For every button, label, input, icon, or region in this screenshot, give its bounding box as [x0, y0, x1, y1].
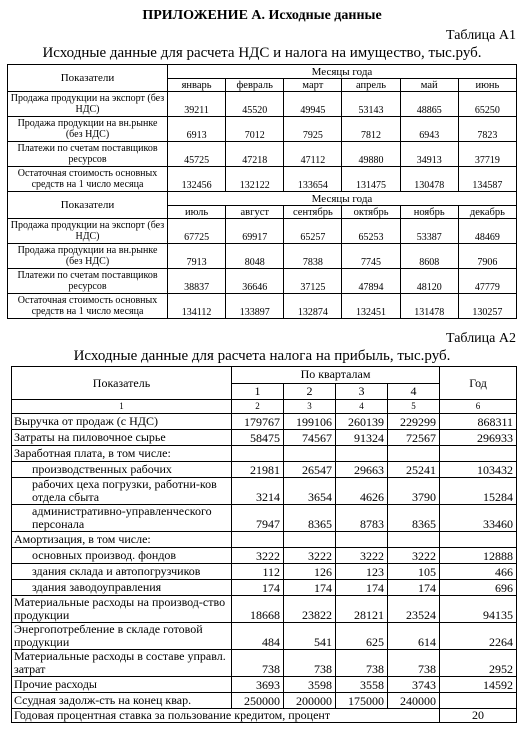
value-cell: 28121 [336, 596, 388, 623]
row-label: здания склада и автопогрузчиков [12, 564, 232, 580]
header-months: Месяцы года [168, 192, 517, 206]
value-cell [232, 446, 284, 462]
table-row [12, 564, 517, 580]
header-indicator: Показатель [12, 367, 232, 400]
table-a1 [7, 64, 517, 319]
value-cell: 112 [232, 564, 284, 580]
row-label: Продажа продукции на вн.рынке (без НДС) [8, 244, 168, 269]
month-cell: июнь [458, 79, 516, 92]
table-row [12, 505, 517, 532]
table-row [8, 269, 517, 294]
value-cell: 3214 [232, 478, 284, 505]
value-cell: 738 [336, 650, 388, 677]
value-cell: 229299 [388, 414, 440, 430]
table-row [12, 430, 517, 446]
value-cell: 15284 [440, 478, 517, 505]
quarter-cell: 1 [232, 383, 284, 400]
value-cell: 250000 [232, 693, 284, 709]
value-cell: 37125 [284, 269, 342, 294]
column-index: 6 [440, 400, 517, 414]
table-row [12, 478, 517, 505]
table-row [12, 596, 517, 623]
value-cell: 3222 [336, 548, 388, 564]
value-cell: 91324 [336, 430, 388, 446]
interest-rate-label: Годовая процентная ставка за пользование кредитом, процент [12, 709, 440, 723]
table-a1-title: Исходные данные для расчета НДС и налога на имущество, тыс.руб. [42, 45, 482, 61]
value-cell: 12888 [440, 548, 517, 564]
table-row [12, 548, 517, 564]
month-cell: январь [168, 79, 226, 92]
value-cell: 23524 [388, 596, 440, 623]
table-row [12, 580, 517, 596]
value-cell: 466 [440, 564, 517, 580]
value-cell: 130257 [458, 294, 516, 319]
value-cell: 174 [284, 580, 336, 596]
value-cell: 2952 [440, 650, 517, 677]
row-label: Амортизация, в том числе: [12, 532, 232, 548]
value-cell: 8608 [400, 244, 458, 269]
row-label: Продажа продукции на экспорт (без НДС) [8, 92, 168, 117]
row-label: Энергопотребление в складе готовой продукции [12, 623, 232, 650]
row-label: рабочих цеха погрузки, работни-ков отдела сбыта [12, 478, 232, 505]
column-index: 3 [284, 400, 336, 414]
value-cell: 65257 [284, 219, 342, 244]
value-cell: 126 [284, 564, 336, 580]
value-cell: 7925 [284, 117, 342, 142]
value-cell: 26547 [284, 462, 336, 478]
value-cell: 29663 [336, 462, 388, 478]
column-index: 2 [232, 400, 284, 414]
value-cell: 8048 [226, 244, 284, 269]
value-cell: 7745 [342, 244, 400, 269]
value-cell: 45520 [226, 92, 284, 117]
value-cell: 123 [336, 564, 388, 580]
value-cell: 37719 [458, 142, 516, 167]
table-row [8, 92, 517, 117]
value-cell: 130478 [400, 167, 458, 192]
table-row [12, 623, 517, 650]
quarter-cell: 2 [284, 383, 336, 400]
row-label: здания заводоуправления [12, 580, 232, 596]
value-cell: 48865 [400, 92, 458, 117]
value-cell: 105 [388, 564, 440, 580]
value-cell [232, 532, 284, 548]
month-cell: декабрь [458, 206, 516, 219]
value-cell: 47894 [342, 269, 400, 294]
table-row [8, 294, 517, 319]
value-cell: 179767 [232, 414, 284, 430]
value-cell: 34913 [400, 142, 458, 167]
interest-rate-value: 20 [440, 709, 517, 723]
value-cell: 868311 [440, 414, 517, 430]
value-cell: 7823 [458, 117, 516, 142]
value-cell: 36646 [226, 269, 284, 294]
month-cell: апрель [342, 79, 400, 92]
value-cell: 18668 [232, 596, 284, 623]
value-cell [284, 446, 336, 462]
row-label: административно-управленческого персонала [12, 505, 232, 532]
value-cell: 6943 [400, 117, 458, 142]
table-row [12, 677, 517, 693]
value-cell: 133654 [284, 167, 342, 192]
footer-row [12, 709, 517, 723]
value-cell: 23822 [284, 596, 336, 623]
quarter-cell: 3 [336, 383, 388, 400]
row-label: Остаточная стоимость основных средств на 1 число месяца [8, 294, 168, 319]
value-cell: 614 [388, 623, 440, 650]
table-row [8, 244, 517, 269]
table-a1-label: Таблица А1 [446, 28, 516, 43]
value-cell: 8365 [284, 505, 336, 532]
value-cell: 69917 [226, 219, 284, 244]
value-cell: 94135 [440, 596, 517, 623]
value-cell: 49880 [342, 142, 400, 167]
value-cell: 7838 [284, 244, 342, 269]
month-cell: ноябрь [400, 206, 458, 219]
value-cell: 21981 [232, 462, 284, 478]
value-cell: 134587 [458, 167, 516, 192]
value-cell: 65253 [342, 219, 400, 244]
value-cell: 25241 [388, 462, 440, 478]
value-cell: 3558 [336, 677, 388, 693]
month-cell: май [400, 79, 458, 92]
value-cell: 3222 [232, 548, 284, 564]
table-row [12, 650, 517, 677]
value-cell: 133897 [226, 294, 284, 319]
value-cell: 3598 [284, 677, 336, 693]
row-label: Остаточная стоимость основных средств на 1 число месяца [8, 167, 168, 192]
header-quarters: По кварталам [232, 367, 440, 384]
value-cell: 33460 [440, 505, 517, 532]
value-cell [336, 446, 388, 462]
value-cell: 53387 [400, 219, 458, 244]
value-cell [440, 446, 517, 462]
value-cell: 134112 [168, 294, 226, 319]
value-cell [388, 446, 440, 462]
appendix-heading: ПРИЛОЖЕНИЕ А. Исходные данные [142, 8, 382, 23]
value-cell: 74567 [284, 430, 336, 446]
value-cell: 39211 [168, 92, 226, 117]
table-a2 [11, 366, 517, 723]
table-row [12, 693, 517, 709]
value-cell: 3222 [388, 548, 440, 564]
value-cell: 3790 [388, 478, 440, 505]
value-cell: 53143 [342, 92, 400, 117]
value-cell: 7012 [226, 117, 284, 142]
value-cell: 7812 [342, 117, 400, 142]
value-cell: 199106 [284, 414, 336, 430]
value-cell: 131475 [342, 167, 400, 192]
value-cell: 8783 [336, 505, 388, 532]
table-row [12, 446, 517, 462]
row-label: основных производ. фондов [12, 548, 232, 564]
value-cell: 174 [336, 580, 388, 596]
header-indicators: Показатели [8, 192, 168, 219]
table-row [8, 167, 517, 192]
value-cell: 65250 [458, 92, 516, 117]
table-row [12, 414, 517, 430]
value-cell [284, 532, 336, 548]
month-cell: сентябрь [284, 206, 342, 219]
value-cell: 45725 [168, 142, 226, 167]
table-row [12, 532, 517, 548]
value-cell: 200000 [284, 693, 336, 709]
value-cell: 132874 [284, 294, 342, 319]
value-cell: 38837 [168, 269, 226, 294]
header-row [8, 192, 517, 206]
month-cell: февраль [226, 79, 284, 92]
value-cell: 625 [336, 623, 388, 650]
value-cell: 541 [284, 623, 336, 650]
value-cell: 175000 [336, 693, 388, 709]
header-months: Месяцы года [168, 65, 517, 79]
value-cell: 4626 [336, 478, 388, 505]
row-label: Продажа продукции на экспорт (без НДС) [8, 219, 168, 244]
row-label: Платежи по счетам поставщиков ресурсов [8, 269, 168, 294]
row-label: Продажа продукции на вн.рынке (без НДС) [8, 117, 168, 142]
value-cell: 738 [284, 650, 336, 677]
value-cell: 47112 [284, 142, 342, 167]
value-cell: 67725 [168, 219, 226, 244]
row-label: Заработная плата, в том числе: [12, 446, 232, 462]
value-cell: 260139 [336, 414, 388, 430]
value-cell: 7906 [458, 244, 516, 269]
table-row [12, 462, 517, 478]
row-label: Прочие расходы [12, 677, 232, 693]
row-label: Ссудная задолж-сть на конец квар. [12, 693, 232, 709]
header-indicators: Показатели [8, 65, 168, 92]
value-cell [440, 693, 517, 709]
row-label: Материальные расходы в составе управл. затрат [12, 650, 232, 677]
value-cell: 14592 [440, 677, 517, 693]
value-cell: 47779 [458, 269, 516, 294]
value-cell: 72567 [388, 430, 440, 446]
value-cell: 696 [440, 580, 517, 596]
value-cell: 3222 [284, 548, 336, 564]
value-cell: 738 [388, 650, 440, 677]
value-cell: 49945 [284, 92, 342, 117]
row-label: Затраты на пиловочное сырье [12, 430, 232, 446]
value-cell: 484 [232, 623, 284, 650]
column-index: 4 [336, 400, 388, 414]
value-cell: 58475 [232, 430, 284, 446]
value-cell: 7913 [168, 244, 226, 269]
value-cell: 8365 [388, 505, 440, 532]
header-year: Год [440, 367, 517, 400]
column-index: 5 [388, 400, 440, 414]
value-cell: 6913 [168, 117, 226, 142]
table-a2-title: Исходные данные для расчета налога на прибыль, тыс.руб. [73, 348, 451, 364]
value-cell: 3693 [232, 677, 284, 693]
value-cell: 240000 [388, 693, 440, 709]
value-cell [388, 532, 440, 548]
value-cell [336, 532, 388, 548]
table-row [8, 219, 517, 244]
value-cell: 48469 [458, 219, 516, 244]
value-cell: 174 [388, 580, 440, 596]
row-label: Выручка от продаж (с НДС) [12, 414, 232, 430]
month-cell: июль [168, 206, 226, 219]
value-cell: 132456 [168, 167, 226, 192]
value-cell: 132122 [226, 167, 284, 192]
value-cell: 47218 [226, 142, 284, 167]
value-cell [440, 532, 517, 548]
index-row [12, 400, 517, 414]
value-cell: 3654 [284, 478, 336, 505]
value-cell: 174 [232, 580, 284, 596]
value-cell: 132451 [342, 294, 400, 319]
quarter-cell: 4 [388, 383, 440, 400]
month-cell: август [226, 206, 284, 219]
value-cell: 296933 [440, 430, 517, 446]
column-index: 1 [12, 400, 232, 414]
table-row [8, 142, 517, 167]
value-cell: 103432 [440, 462, 517, 478]
value-cell: 48120 [400, 269, 458, 294]
month-cell: март [284, 79, 342, 92]
header-row [12, 367, 517, 384]
month-cell: октябрь [342, 206, 400, 219]
row-label: Материальные расходы на производ-ство продукции [12, 596, 232, 623]
row-label: производственных рабочих [12, 462, 232, 478]
value-cell: 738 [232, 650, 284, 677]
value-cell: 7947 [232, 505, 284, 532]
table-row [8, 117, 517, 142]
value-cell: 131478 [400, 294, 458, 319]
table-a2-label: Таблица А2 [446, 331, 516, 346]
row-label: Платежи по счетам поставщиков ресурсов [8, 142, 168, 167]
value-cell: 2264 [440, 623, 517, 650]
value-cell: 3743 [388, 677, 440, 693]
header-row [8, 65, 517, 79]
